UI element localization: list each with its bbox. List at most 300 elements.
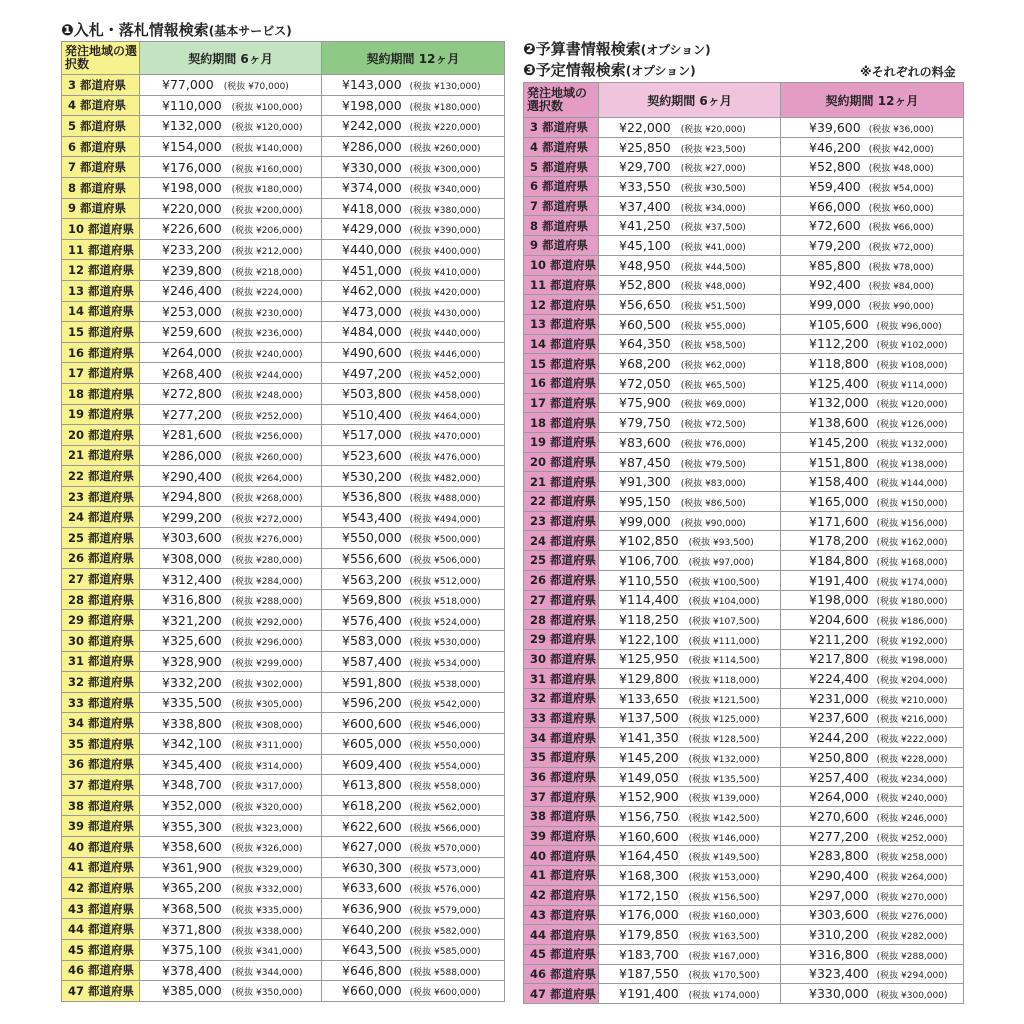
price-incl-tax: ¥37,400 (619, 198, 671, 214)
header-region-count: 発注地域の選択数 (62, 42, 140, 75)
price-incl-tax: ¥29,700 (619, 159, 671, 175)
price-incl-tax: ¥191,400 (619, 986, 679, 1002)
price-incl-tax: ¥110,550 (619, 572, 679, 588)
region-count-cell: 18 都道府県 (524, 413, 599, 433)
price-12-month-cell (781, 334, 964, 354)
price-incl-tax: ¥106,700 (619, 552, 679, 568)
price-excl-tax: (税抜 ¥440,000) (409, 329, 481, 340)
price-incl-tax: ¥462,000 (342, 283, 402, 299)
price-incl-tax: ¥587,400 (342, 653, 402, 669)
region-count-cell: 29 都道府県 (62, 610, 140, 631)
region-count-cell: 19 都道府県 (524, 433, 599, 453)
price-excl-tax: (税抜 ¥288,000) (876, 951, 948, 962)
price-incl-tax: ¥523,600 (342, 447, 402, 463)
table-row (62, 116, 505, 137)
price-6-month-cell (140, 301, 322, 322)
price-excl-tax: (税抜 ¥524,000) (409, 617, 481, 628)
table-row (62, 528, 505, 549)
price-12-month-cell (322, 136, 505, 157)
price-excl-tax: (税抜 ¥338,000) (231, 926, 303, 937)
price-excl-tax: (税抜 ¥452,000) (409, 370, 481, 381)
table-row (524, 334, 964, 354)
table-row (62, 589, 505, 610)
price-incl-tax: ¥613,800 (342, 777, 402, 793)
price-incl-tax: ¥660,000 (342, 983, 402, 999)
price-6-month-cell (140, 713, 322, 734)
price-12-month-cell (322, 692, 505, 713)
price-excl-tax: (税抜 ¥299,000) (231, 658, 303, 669)
price-incl-tax: ¥345,400 (162, 756, 222, 772)
price-incl-tax: ¥129,800 (619, 671, 679, 687)
price-excl-tax: (税抜 ¥579,000) (409, 906, 481, 917)
price-6-month-cell (599, 354, 781, 374)
price-excl-tax: (税抜 ¥600,000) (409, 988, 481, 999)
table-row (524, 905, 964, 925)
price-excl-tax: (税抜 ¥512,000) (409, 576, 481, 587)
price-incl-tax: ¥569,800 (342, 592, 402, 608)
price-6-month-cell (599, 492, 781, 512)
price-incl-tax: ¥550,000 (342, 530, 402, 546)
price-12-month-cell (781, 885, 964, 905)
price-incl-tax: ¥75,900 (619, 395, 671, 411)
price-excl-tax: (税抜 ¥160,000) (231, 164, 303, 175)
price-table-option (523, 82, 964, 1004)
price-excl-tax: (税抜 ¥550,000) (409, 741, 481, 752)
price-12-month-cell (781, 728, 964, 748)
region-count-cell: 6 都道府県 (62, 136, 140, 157)
region-count-cell: 35 都道府県 (524, 748, 599, 768)
price-12-month-cell (781, 137, 964, 157)
price-excl-tax: (税抜 ¥114,000) (876, 380, 948, 391)
price-excl-tax: (税抜 ¥264,000) (876, 872, 948, 883)
price-incl-tax: ¥503,800 (342, 386, 402, 402)
price-incl-tax: ¥374,000 (342, 180, 402, 196)
price-6-month-cell (599, 846, 781, 866)
price-excl-tax: (税抜 ¥54,000) (868, 183, 934, 194)
price-excl-tax: (税抜 ¥104,000) (688, 597, 760, 608)
price-12-month-cell (322, 383, 505, 404)
price-excl-tax: (税抜 ¥135,500) (688, 774, 760, 785)
price-6-month-cell (599, 413, 781, 433)
price-6-month-cell (140, 919, 322, 940)
price-6-month-cell (599, 314, 781, 334)
price-incl-tax: ¥348,700 (162, 777, 222, 793)
price-6-month-cell (599, 688, 781, 708)
price-incl-tax: ¥52,800 (809, 159, 861, 175)
price-incl-tax: ¥375,100 (162, 942, 222, 958)
table-row (524, 118, 964, 138)
section3-option-label: (オプション) (625, 64, 696, 78)
price-6-month-cell (599, 472, 781, 492)
price-6-month-cell (140, 878, 322, 899)
price-excl-tax: (税抜 ¥566,000) (409, 823, 481, 834)
price-incl-tax: ¥310,200 (809, 927, 869, 943)
price-12-month-cell (781, 531, 964, 551)
region-count-cell: 17 都道府県 (62, 363, 140, 384)
price-incl-tax: ¥355,300 (162, 818, 222, 834)
table-row (524, 157, 964, 177)
price-incl-tax: ¥342,100 (162, 736, 222, 752)
price-6-month-cell (140, 466, 322, 487)
price-incl-tax: ¥576,400 (342, 612, 402, 628)
price-excl-tax: (税抜 ¥585,000) (409, 947, 481, 958)
region-count-cell: 4 都道府県 (62, 95, 140, 116)
price-excl-tax: (税抜 ¥156,500) (688, 892, 760, 903)
price-12-month-cell (781, 925, 964, 945)
price-incl-tax: ¥605,000 (342, 736, 402, 752)
price-12-month-cell (322, 486, 505, 507)
price-excl-tax: (税抜 ¥280,000) (231, 555, 303, 566)
price-6-month-cell (599, 767, 781, 787)
price-12-month-cell (322, 425, 505, 446)
price-12-month-cell (322, 836, 505, 857)
price-12-month-cell (322, 960, 505, 981)
price-excl-tax: (税抜 ¥554,000) (409, 761, 481, 772)
table-row (62, 939, 505, 960)
region-count-cell: 3 都道府県 (62, 75, 140, 96)
table-row (62, 919, 505, 940)
price-excl-tax: (税抜 ¥180,000) (231, 185, 303, 196)
price-excl-tax: (税抜 ¥180,000) (409, 102, 481, 113)
table-row (62, 610, 505, 631)
region-count-cell: 8 都道府県 (524, 216, 599, 236)
table-row (524, 570, 964, 590)
price-12-month-cell (781, 511, 964, 531)
price-excl-tax: (税抜 ¥294,000) (876, 971, 948, 982)
price-12-month-cell (781, 157, 964, 177)
price-excl-tax: (税抜 ¥120,000) (231, 123, 303, 134)
price-incl-tax: ¥338,800 (162, 715, 222, 731)
price-excl-tax: (税抜 ¥323,000) (231, 823, 303, 834)
price-excl-tax: (税抜 ¥314,000) (231, 761, 303, 772)
price-incl-tax: ¥358,600 (162, 839, 222, 855)
price-incl-tax: ¥99,000 (619, 513, 671, 529)
price-table-bid (61, 41, 505, 1002)
price-12-month-cell (781, 196, 964, 216)
price-excl-tax: (税抜 ¥149,500) (688, 853, 760, 864)
region-count-cell: 46 都道府県 (524, 964, 599, 984)
price-incl-tax: ¥361,900 (162, 859, 222, 875)
price-12-month-cell (781, 629, 964, 649)
price-incl-tax: ¥321,200 (162, 612, 222, 628)
price-incl-tax: ¥56,650 (619, 297, 671, 313)
region-count-cell: 7 都道府県 (524, 196, 599, 216)
header-region-count: 発注地域の選択数 (524, 83, 599, 118)
region-count-cell: 30 都道府県 (524, 649, 599, 669)
price-12-month-cell (322, 445, 505, 466)
table-row (524, 807, 964, 827)
table-body (524, 118, 964, 1004)
price-excl-tax: (税抜 ¥500,000) (409, 535, 481, 546)
table-row (62, 692, 505, 713)
price-excl-tax: (税抜 ¥332,000) (231, 885, 303, 896)
price-12-month-cell (322, 507, 505, 528)
table-row (524, 885, 964, 905)
region-count-cell: 43 都道府県 (62, 898, 140, 919)
price-12-month-cell (781, 649, 964, 669)
price-incl-tax: ¥91,300 (619, 474, 671, 490)
price-excl-tax: (税抜 ¥72,000) (868, 242, 934, 253)
price-6-month-cell (599, 511, 781, 531)
table-row (524, 373, 964, 393)
table-row (62, 651, 505, 672)
price-incl-tax: ¥330,000 (342, 159, 402, 175)
price-6-month-cell (140, 383, 322, 404)
price-incl-tax: ¥83,600 (619, 434, 671, 450)
price-excl-tax: (税抜 ¥562,000) (409, 803, 481, 814)
price-excl-tax: (税抜 ¥300,000) (409, 164, 481, 175)
price-6-month-cell (599, 137, 781, 157)
region-count-cell: 10 都道府県 (62, 219, 140, 240)
price-12-month-cell (781, 295, 964, 315)
region-count-cell: 44 都道府県 (524, 925, 599, 945)
price-6-month-cell (599, 196, 781, 216)
price-excl-tax: (税抜 ¥270,000) (876, 892, 948, 903)
table-row (62, 75, 505, 96)
price-incl-tax: ¥168,300 (619, 867, 679, 883)
table-row (524, 846, 964, 866)
price-excl-tax: (税抜 ¥90,000) (680, 518, 746, 529)
price-excl-tax: (税抜 ¥240,000) (231, 350, 303, 361)
price-incl-tax: ¥48,950 (619, 257, 671, 273)
table-row (62, 466, 505, 487)
price-6-month-cell (599, 551, 781, 571)
table-row (62, 425, 505, 446)
price-incl-tax: ¥290,400 (809, 867, 869, 883)
table-row (62, 981, 505, 1002)
price-12-month-cell (322, 116, 505, 137)
price-incl-tax: ¥151,800 (809, 454, 869, 470)
price-6-month-cell (599, 944, 781, 964)
table-row (62, 280, 505, 301)
price-excl-tax: (税抜 ¥252,000) (231, 411, 303, 422)
price-incl-tax: ¥125,400 (809, 375, 869, 391)
region-count-cell: 47 都道府県 (524, 984, 599, 1004)
region-count-cell: 14 都道府県 (62, 301, 140, 322)
region-count-cell: 45 都道府県 (62, 939, 140, 960)
price-6-month-cell (140, 569, 322, 590)
table-row (524, 944, 964, 964)
region-count-cell: 24 都道府県 (524, 531, 599, 551)
price-excl-tax: (税抜 ¥153,000) (688, 872, 760, 883)
price-excl-tax: (税抜 ¥200,000) (231, 205, 303, 216)
table-row (62, 713, 505, 734)
price-excl-tax: (税抜 ¥518,000) (409, 597, 481, 608)
region-count-cell: 23 都道府県 (62, 486, 140, 507)
price-excl-tax: (税抜 ¥192,000) (876, 636, 948, 647)
price-excl-tax: (税抜 ¥79,500) (680, 459, 746, 470)
price-incl-tax: ¥211,200 (809, 631, 869, 647)
price-incl-tax: ¥451,000 (342, 262, 402, 278)
price-6-month-cell (140, 157, 322, 178)
price-12-month-cell (322, 342, 505, 363)
price-excl-tax: (税抜 ¥240,000) (876, 794, 948, 805)
price-excl-tax: (税抜 ¥86,500) (680, 498, 746, 509)
price-incl-tax: ¥141,350 (619, 730, 679, 746)
price-12-month-cell (322, 939, 505, 960)
table-row (62, 322, 505, 343)
price-incl-tax: ¥226,600 (162, 221, 222, 237)
price-6-month-cell (599, 728, 781, 748)
price-12-month-cell (781, 393, 964, 413)
price-6-month-cell (140, 363, 322, 384)
price-excl-tax: (税抜 ¥198,000) (876, 656, 948, 667)
price-excl-tax: (税抜 ¥150,000) (876, 498, 948, 509)
price-excl-tax: (税抜 ¥476,000) (409, 452, 481, 463)
price-excl-tax: (税抜 ¥326,000) (231, 844, 303, 855)
price-excl-tax: (税抜 ¥284,000) (231, 576, 303, 587)
table-row (524, 767, 964, 787)
price-incl-tax: ¥33,550 (619, 178, 671, 194)
price-excl-tax: (税抜 ¥344,000) (231, 967, 303, 978)
price-incl-tax: ¥308,000 (162, 550, 222, 566)
table-row (62, 734, 505, 755)
price-excl-tax: (税抜 ¥126,000) (876, 420, 948, 431)
table-header-row (524, 83, 964, 118)
price-6-month-cell (140, 610, 322, 631)
price-12-month-cell (781, 826, 964, 846)
section1-title (61, 19, 292, 40)
region-count-cell: 13 都道府県 (62, 280, 140, 301)
price-excl-tax: (税抜 ¥62,000) (680, 361, 746, 372)
price-excl-tax: (税抜 ¥272,000) (231, 514, 303, 525)
price-excl-tax: (税抜 ¥78,000) (868, 262, 934, 273)
price-incl-tax: ¥283,800 (809, 848, 869, 864)
price-excl-tax: (税抜 ¥58,500) (680, 341, 746, 352)
price-6-month-cell (140, 75, 322, 96)
region-count-cell: 26 都道府県 (62, 548, 140, 569)
price-incl-tax: ¥25,850 (619, 139, 671, 155)
price-6-month-cell (140, 136, 322, 157)
price-excl-tax: (税抜 ¥138,000) (876, 459, 948, 470)
price-6-month-cell (140, 116, 322, 137)
price-12-month-cell (322, 280, 505, 301)
table-row (524, 275, 964, 295)
price-12-month-cell (781, 275, 964, 295)
price-12-month-cell (781, 708, 964, 728)
price-excl-tax: (税抜 ¥216,000) (876, 715, 948, 726)
price-6-month-cell (140, 198, 322, 219)
price-6-month-cell (599, 787, 781, 807)
region-count-cell: 25 都道府県 (524, 551, 599, 571)
price-12-month-cell (322, 898, 505, 919)
table-row (62, 260, 505, 281)
region-count-cell: 22 都道府県 (62, 466, 140, 487)
table-row (524, 925, 964, 945)
price-12-month-cell (781, 846, 964, 866)
price-excl-tax: (税抜 ¥108,000) (876, 361, 948, 372)
price-12-month-cell (781, 255, 964, 275)
price-excl-tax: (税抜 ¥573,000) (409, 864, 481, 875)
price-excl-tax: (税抜 ¥494,000) (409, 514, 481, 525)
region-count-cell: 5 都道府県 (62, 116, 140, 137)
price-incl-tax: ¥92,400 (809, 277, 861, 293)
table-row (524, 177, 964, 197)
price-excl-tax: (税抜 ¥206,000) (231, 226, 303, 237)
price-6-month-cell (140, 981, 322, 1002)
table-row (524, 728, 964, 748)
price-excl-tax: (税抜 ¥248,000) (231, 391, 303, 402)
price-12-month-cell (781, 492, 964, 512)
price-incl-tax: ¥105,600 (809, 316, 869, 332)
price-excl-tax: (税抜 ¥102,000) (876, 341, 948, 352)
price-incl-tax: ¥440,000 (342, 242, 402, 258)
price-incl-tax: ¥160,600 (619, 828, 679, 844)
price-12-month-cell (322, 239, 505, 260)
table-row (62, 301, 505, 322)
price-incl-tax: ¥237,600 (809, 710, 869, 726)
region-count-cell: 21 都道府県 (524, 472, 599, 492)
header-12-months: 契約期間 12ヶ月 (322, 42, 505, 75)
price-excl-tax: (税抜 ¥132,000) (688, 754, 760, 765)
table-row (524, 964, 964, 984)
price-incl-tax: ¥640,200 (342, 921, 402, 937)
price-6-month-cell (599, 590, 781, 610)
region-count-cell: 7 都道府県 (62, 157, 140, 178)
price-excl-tax: (税抜 ¥41,000) (680, 242, 746, 253)
price-incl-tax: ¥259,600 (162, 324, 222, 340)
region-count-cell: 42 都道府県 (524, 885, 599, 905)
price-incl-tax: ¥371,800 (162, 921, 222, 937)
region-count-cell: 11 都道府県 (62, 239, 140, 260)
price-incl-tax: ¥643,500 (342, 942, 402, 958)
price-excl-tax: (税抜 ¥76,000) (680, 439, 746, 450)
price-6-month-cell (140, 177, 322, 198)
price-excl-tax: (税抜 ¥292,000) (231, 617, 303, 628)
price-incl-tax: ¥312,400 (162, 571, 222, 587)
price-incl-tax: ¥618,200 (342, 798, 402, 814)
region-count-cell: 29 都道府県 (524, 629, 599, 649)
price-excl-tax: (税抜 ¥107,500) (688, 617, 760, 628)
price-6-month-cell (599, 866, 781, 886)
table-row (524, 551, 964, 571)
price-excl-tax: (税抜 ¥538,000) (409, 679, 481, 690)
price-excl-tax: (税抜 ¥317,000) (231, 782, 303, 793)
price-6-month-cell (140, 651, 322, 672)
table-row (62, 960, 505, 981)
table-row (62, 198, 505, 219)
price-excl-tax: (税抜 ¥167,000) (688, 951, 760, 962)
price-excl-tax: (税抜 ¥180,000) (876, 597, 948, 608)
price-excl-tax: (税抜 ¥305,000) (231, 700, 303, 711)
table-row (524, 255, 964, 275)
table-row (62, 239, 505, 260)
region-count-cell: 46 都道府県 (62, 960, 140, 981)
price-excl-tax: (税抜 ¥350,000) (231, 988, 303, 999)
price-excl-tax: (税抜 ¥60,000) (868, 203, 934, 214)
price-incl-tax: ¥64,350 (619, 336, 671, 352)
price-excl-tax: (税抜 ¥329,000) (231, 864, 303, 875)
price-12-month-cell (781, 236, 964, 256)
region-count-cell: 12 都道府県 (62, 260, 140, 281)
price-excl-tax: (税抜 ¥142,500) (688, 813, 760, 824)
price-6-month-cell (599, 373, 781, 393)
region-count-cell: 37 都道府県 (62, 775, 140, 796)
price-excl-tax: (税抜 ¥260,000) (409, 144, 481, 155)
price-excl-tax: (税抜 ¥168,000) (876, 557, 948, 568)
price-incl-tax: ¥184,800 (809, 552, 869, 568)
table-row (62, 569, 505, 590)
price-excl-tax: (税抜 ¥260,000) (231, 452, 303, 463)
price-6-month-cell (599, 393, 781, 413)
region-count-cell: 28 都道府県 (524, 610, 599, 630)
price-incl-tax: ¥286,000 (342, 139, 402, 155)
table-row (524, 708, 964, 728)
price-6-month-cell (140, 734, 322, 755)
price-excl-tax: (税抜 ¥288,000) (231, 597, 303, 608)
price-excl-tax: (税抜 ¥100,500) (688, 577, 760, 588)
price-incl-tax: ¥286,000 (162, 447, 222, 463)
